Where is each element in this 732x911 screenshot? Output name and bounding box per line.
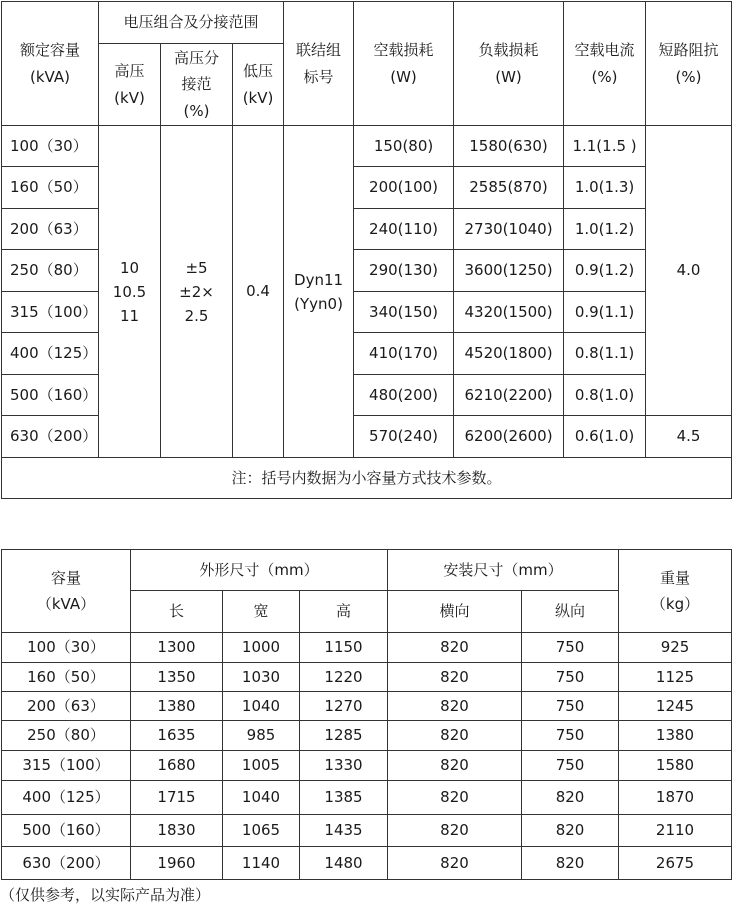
row-capacity: 160（50） bbox=[2, 167, 99, 209]
row-noload-current: 0.9(1.2) bbox=[564, 250, 646, 292]
cell-height: 1330 bbox=[300, 751, 388, 781]
cell-vertical: 750 bbox=[522, 633, 619, 663]
header-weight: 重量 （kg） bbox=[619, 550, 732, 633]
cell-capacity: 100（30） bbox=[2, 633, 131, 663]
cell-capacity: 250（80） bbox=[2, 721, 131, 751]
cell-horizontal: 820 bbox=[388, 663, 522, 692]
row-noload-loss: 150(80) bbox=[354, 126, 454, 167]
table-row bbox=[2, 815, 732, 847]
cell-weight: 1870 bbox=[619, 781, 732, 815]
row-noload-loss: 290(130) bbox=[354, 250, 454, 292]
cell-length: 1380 bbox=[131, 692, 223, 721]
cell-weight: 2675 bbox=[619, 847, 732, 880]
row-load-loss: 6210(2200) bbox=[454, 375, 564, 416]
cell-length: 1715 bbox=[131, 781, 223, 815]
cell-height: 1270 bbox=[300, 692, 388, 721]
cell-weight: 2110 bbox=[619, 815, 732, 847]
cell-height: 1285 bbox=[300, 721, 388, 751]
header-impedance: 短路阻抗 (%) bbox=[646, 2, 732, 126]
row-noload-loss: 340(150) bbox=[354, 292, 454, 333]
row-load-loss: 4320(1500) bbox=[454, 292, 564, 333]
row-noload-loss: 200(100) bbox=[354, 167, 454, 209]
cell-weight: 1380 bbox=[619, 721, 732, 751]
header-hv: 高压 (kV) bbox=[99, 44, 161, 126]
lv-value: 0.4 bbox=[233, 126, 284, 458]
cell-horizontal: 820 bbox=[388, 751, 522, 781]
cell-height: 1435 bbox=[300, 815, 388, 847]
cell-horizontal: 820 bbox=[388, 633, 522, 663]
cell-capacity: 630（200） bbox=[2, 847, 131, 880]
cell-height: 1150 bbox=[300, 633, 388, 663]
row-noload-loss: 480(200) bbox=[354, 375, 454, 416]
row-capacity: 250（80） bbox=[2, 250, 99, 292]
cell-weight: 1125 bbox=[619, 663, 732, 692]
header-outline-size: 外形尺寸（mm） bbox=[131, 550, 388, 591]
cell-vertical: 750 bbox=[522, 721, 619, 751]
cell-width: 1005 bbox=[223, 751, 300, 781]
header-noload-current: 空载电流 (%) bbox=[564, 2, 646, 126]
cell-height: 1385 bbox=[300, 781, 388, 815]
cell-width: 1140 bbox=[223, 847, 300, 880]
cell-width: 1030 bbox=[223, 663, 300, 692]
dimensions-table bbox=[1, 549, 732, 880]
cell-capacity: 315（100） bbox=[2, 751, 131, 781]
header-vector-group: 联结组 标号 bbox=[284, 2, 354, 126]
impedance-value-a: 4.0 bbox=[646, 126, 732, 416]
cell-width: 1040 bbox=[223, 692, 300, 721]
cell-width: 985 bbox=[223, 721, 300, 751]
cell-weight: 1580 bbox=[619, 751, 732, 781]
cell-width: 1000 bbox=[223, 633, 300, 663]
cell-vertical: 750 bbox=[522, 663, 619, 692]
cell-capacity: 500（160） bbox=[2, 815, 131, 847]
row-load-loss: 1580(630) bbox=[454, 126, 564, 167]
cell-length: 1830 bbox=[131, 815, 223, 847]
row-load-loss: 4520(1800) bbox=[454, 333, 564, 375]
row-noload-loss: 240(110) bbox=[354, 209, 454, 250]
cell-weight: 1245 bbox=[619, 692, 732, 721]
row-noload-loss: 410(170) bbox=[354, 333, 454, 375]
cell-vertical: 820 bbox=[522, 815, 619, 847]
row-capacity: 500（160） bbox=[2, 375, 99, 416]
cell-length: 1300 bbox=[131, 633, 223, 663]
row-noload-current: 0.9(1.1) bbox=[564, 292, 646, 333]
cell-width: 1040 bbox=[223, 781, 300, 815]
table-row bbox=[2, 721, 732, 751]
cell-length: 1635 bbox=[131, 721, 223, 751]
row-capacity: 630（200） bbox=[2, 416, 99, 458]
header-width: 宽 bbox=[223, 591, 300, 633]
cell-horizontal: 820 bbox=[388, 692, 522, 721]
header-height: 高 bbox=[300, 591, 388, 633]
cell-vertical: 750 bbox=[522, 692, 619, 721]
hv-values: 10 10.5 11 bbox=[99, 126, 161, 458]
row-noload-current: 0.8(1.1) bbox=[564, 333, 646, 375]
cell-height: 1220 bbox=[300, 663, 388, 692]
header-length: 长 bbox=[131, 591, 223, 633]
header-noload-loss: 空载损耗 (W) bbox=[354, 2, 454, 126]
table-row bbox=[2, 633, 732, 663]
cell-length: 1350 bbox=[131, 663, 223, 692]
row-capacity: 200（63） bbox=[2, 209, 99, 250]
header-horizontal: 横向 bbox=[388, 591, 522, 633]
row-noload-current: 1.1(1.5 ) bbox=[564, 126, 646, 167]
cell-horizontal: 820 bbox=[388, 721, 522, 751]
cell-vertical: 750 bbox=[522, 751, 619, 781]
row-noload-loss: 570(240) bbox=[354, 416, 454, 458]
header-capacity: 容量 （kVA） bbox=[2, 550, 131, 633]
row-noload-current: 1.0(1.2) bbox=[564, 209, 646, 250]
table-row bbox=[2, 692, 732, 721]
row-noload-current: 1.0(1.3) bbox=[564, 167, 646, 209]
row-load-loss: 6200(2600) bbox=[454, 416, 564, 458]
cell-vertical: 820 bbox=[522, 781, 619, 815]
header-rated-capacity: 额定容量 (kVA) bbox=[2, 2, 99, 126]
row-load-loss: 3600(1250) bbox=[454, 250, 564, 292]
table-row bbox=[2, 847, 732, 880]
header-vertical: 纵向 bbox=[522, 591, 619, 633]
cell-height: 1480 bbox=[300, 847, 388, 880]
row-noload-current: 0.8(1.0) bbox=[564, 375, 646, 416]
cell-horizontal: 820 bbox=[388, 847, 522, 880]
cell-length: 1960 bbox=[131, 847, 223, 880]
table-row bbox=[2, 751, 732, 781]
row-capacity: 400（125） bbox=[2, 333, 99, 375]
table-row bbox=[2, 663, 732, 692]
cell-capacity: 200（63） bbox=[2, 692, 131, 721]
vector-value: Dyn11 (Yyn0) bbox=[284, 126, 354, 458]
header-load-loss: 负载损耗 (W) bbox=[454, 2, 564, 126]
table-note: 注：括号内数据为小容量方式技术参数。 bbox=[2, 458, 732, 499]
impedance-value-b: 4.5 bbox=[646, 416, 732, 458]
cell-width: 1065 bbox=[223, 815, 300, 847]
cell-weight: 925 bbox=[619, 633, 732, 663]
cell-vertical: 820 bbox=[522, 847, 619, 880]
table-row bbox=[2, 781, 732, 815]
tap-values: ±5 ±2× 2.5 bbox=[161, 126, 233, 458]
cell-horizontal: 820 bbox=[388, 815, 522, 847]
header-lv: 低压 (kV) bbox=[233, 44, 284, 126]
row-load-loss: 2585(870) bbox=[454, 167, 564, 209]
header-voltage-group: 电压组合及分接范围 bbox=[99, 2, 284, 44]
technical-parameters-table bbox=[1, 1, 732, 499]
row-load-loss: 2730(1040) bbox=[454, 209, 564, 250]
header-install-size: 安装尺寸（mm） bbox=[388, 550, 619, 591]
header-tap-range: 高压分 接范 (%) bbox=[161, 44, 233, 126]
cell-capacity: 160（50） bbox=[2, 663, 131, 692]
cell-length: 1680 bbox=[131, 751, 223, 781]
cell-capacity: 400（125） bbox=[2, 781, 131, 815]
cell-horizontal: 820 bbox=[388, 781, 522, 815]
footer-disclaimer: （仅供参考，以实际产品为准） bbox=[0, 886, 211, 904]
row-capacity: 315（100） bbox=[2, 292, 99, 333]
row-capacity: 100（30） bbox=[2, 126, 99, 167]
row-noload-current: 0.6(1.0) bbox=[564, 416, 646, 458]
